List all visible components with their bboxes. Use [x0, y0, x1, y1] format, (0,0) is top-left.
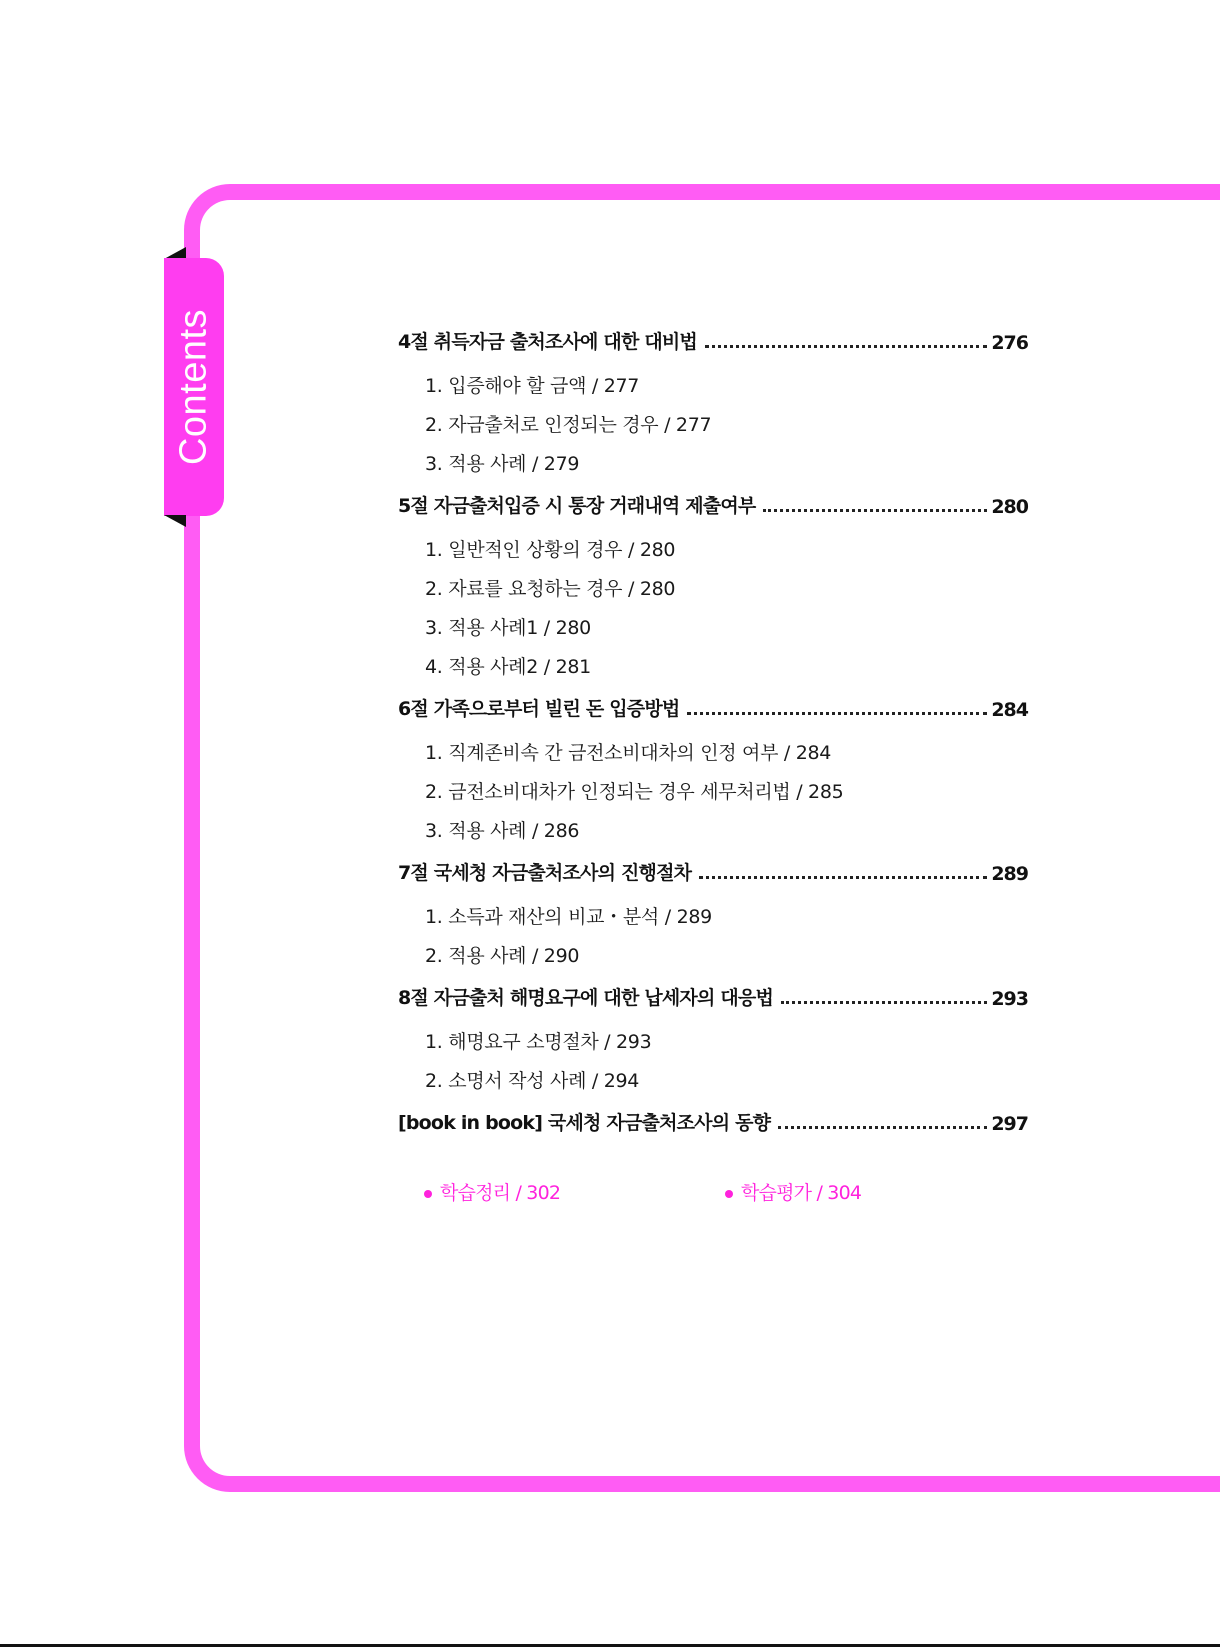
side-tab-label: Contents: [172, 308, 215, 466]
study-assessment-label: 학습평가 / 304: [741, 1182, 862, 1204]
toc-sub-item[interactable]: 2. 자료를 요청하는 경우 / 280: [425, 578, 676, 600]
section-page-number: 297: [991, 1113, 1028, 1135]
toc-sub-item[interactable]: 4. 적용 사례2 / 281: [425, 656, 591, 678]
dot-leader: [705, 345, 987, 348]
study-summary-link[interactable]: [424, 1178, 560, 1205]
tab-notch-bottom: [164, 515, 186, 527]
toc-section: [398, 328, 1028, 484]
toc-section-heading[interactable]: [398, 492, 1028, 518]
toc-sub-item[interactable]: 1. 해명요구 소명절차 / 293: [425, 1031, 652, 1053]
section-title: 4절 취득자금 출처조사에 대한 대비법: [398, 331, 697, 353]
table-of-contents: [398, 328, 1028, 1148]
section-title: [book in book] 국세청 자금출처조사의 동향: [398, 1112, 771, 1134]
toc-sub-item[interactable]: 1. 직계존비속 간 금전소비대차의 인정 여부 / 284: [425, 742, 832, 764]
toc-sub-item[interactable]: 1. 일반적인 상황의 경우 / 280: [425, 539, 676, 561]
toc-sub-item[interactable]: 1. 소득과 재산의 비교・분석 / 289: [425, 906, 712, 928]
study-extras: [424, 1178, 1024, 1208]
toc-sub-item[interactable]: 3. 적용 사례 / 279: [425, 453, 580, 475]
toc-section: [398, 984, 1028, 1101]
toc-sub-item[interactable]: 2. 자금출처로 인정되는 경우 / 277: [425, 414, 712, 436]
toc-sub-item[interactable]: 2. 소명서 작성 사례 / 294: [425, 1070, 640, 1092]
toc-section-heading[interactable]: [398, 328, 1028, 354]
contents-side-tab: [164, 258, 224, 516]
bullet-icon: [424, 1190, 432, 1198]
toc-section: [398, 695, 1028, 851]
dot-leader: [781, 1001, 987, 1004]
study-summary-label: 학습정리 / 302: [440, 1182, 561, 1204]
section-title: 8절 자금출처 해명요구에 대한 납세자의 대응법: [398, 987, 774, 1009]
section-title: 6절 가족으로부터 빌린 돈 입증방법: [398, 698, 680, 720]
toc-sub-item[interactable]: 3. 적용 사례1 / 280: [425, 617, 591, 639]
dot-leader: [778, 1126, 987, 1129]
toc-section-heading[interactable]: [398, 984, 1028, 1010]
dot-leader: [699, 876, 987, 879]
dot-leader: [687, 712, 987, 715]
section-page-number: 289: [991, 863, 1028, 885]
toc-sub-item[interactable]: 2. 금전소비대차가 인정되는 경우 세무처리법 / 285: [425, 781, 844, 803]
toc-section-heading[interactable]: [398, 859, 1028, 885]
toc-section-heading[interactable]: [398, 695, 1028, 721]
toc-section: [398, 492, 1028, 687]
toc-sub-item[interactable]: 2. 적용 사례 / 290: [425, 945, 580, 967]
section-page-number: 293: [991, 988, 1028, 1010]
toc-section-heading[interactable]: [398, 1109, 1028, 1135]
toc-sub-item[interactable]: 3. 적용 사례 / 286: [425, 820, 580, 842]
study-assessment-link[interactable]: [725, 1178, 861, 1205]
section-page-number: 280: [991, 496, 1028, 518]
dot-leader: [763, 509, 987, 512]
toc-section: [398, 859, 1028, 976]
section-page-number: 276: [991, 332, 1028, 354]
section-page-number: 284: [991, 699, 1028, 721]
section-title: 7절 국세청 자금출처조사의 진행절차: [398, 862, 692, 884]
toc-sub-item[interactable]: 1. 입증해야 할 금액 / 277: [425, 375, 640, 397]
bullet-icon: [725, 1190, 733, 1198]
toc-section: [398, 1109, 1028, 1135]
section-title: 5절 자금출처입증 시 통장 거래내역 제출여부: [398, 495, 756, 517]
